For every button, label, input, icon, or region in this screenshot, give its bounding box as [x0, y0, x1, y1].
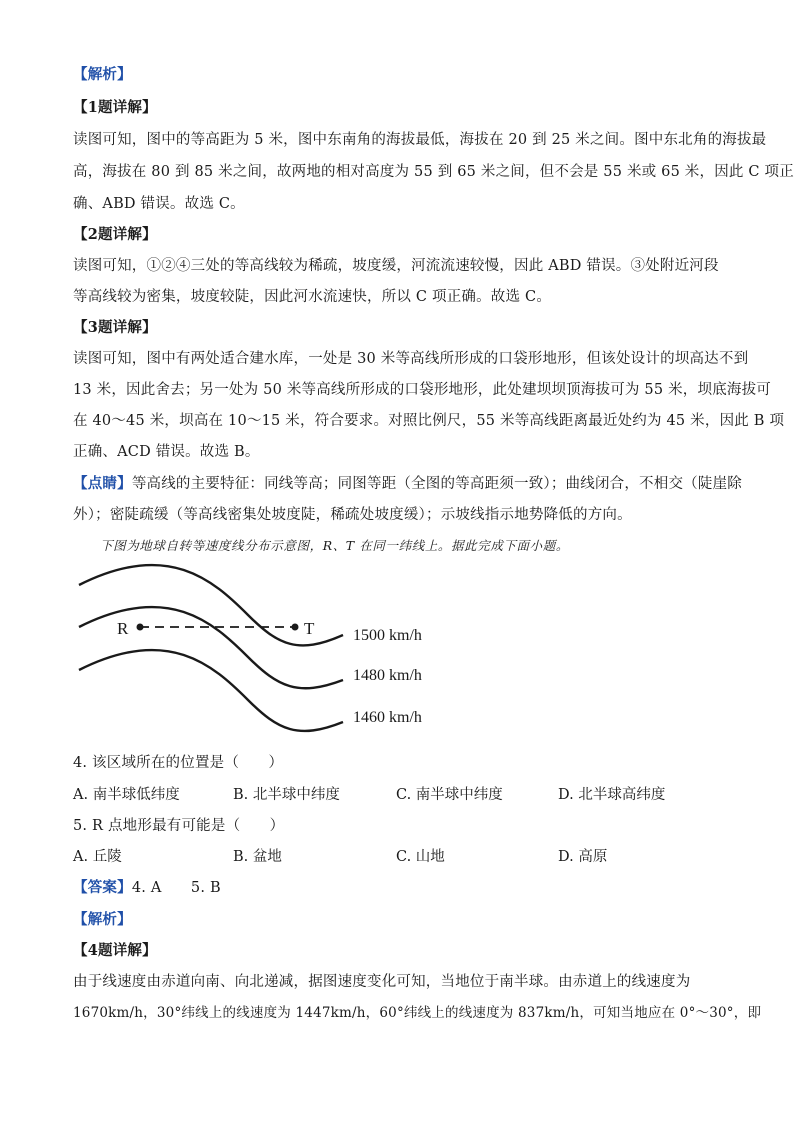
q3-heading: 【3题详解】	[73, 319, 157, 336]
speed-label-1500: 1500 km/h	[353, 627, 422, 644]
speed-label-1460: 1460 km/h	[353, 709, 422, 726]
analysis-heading: 【解析】	[73, 66, 132, 83]
q1-heading: 【1题详解】	[73, 99, 157, 116]
answer-text: 4. A 5. B	[131, 880, 221, 896]
q3-line-3: 在 40～45 米，坝高在 10～15 米，符合要求。对照比例尺，55 米等高线距离最近处约为 45 米，因此 B 项	[73, 413, 785, 429]
q1-line-3: 确、ABD 错误。故选 C。	[73, 196, 245, 212]
q4-option-d: D. 北半球高纬度	[558, 787, 666, 803]
q2-line-1: 读图可知，①②④三处的等高线较为稀疏，坡度缓，河流流速较慢，因此 ABD 错误。③处附近河段	[73, 258, 719, 274]
point-r-label: R	[117, 619, 129, 638]
q4-option-a: A. 南半球低纬度	[73, 787, 180, 803]
point-r-marker	[137, 624, 144, 631]
answer-heading: 【答案】	[73, 879, 132, 896]
velocity-isoline-diagram	[73, 560, 473, 745]
q5-option-a: A. 丘陵	[73, 849, 122, 865]
q4-heading: 【4题详解】	[73, 942, 157, 959]
point-t-label: T	[304, 619, 315, 638]
q4-option-b: B. 北半球中纬度	[233, 787, 340, 803]
q4-stem: 4. 该区域所在的位置是（ ）	[73, 755, 284, 771]
isoline-1460	[79, 650, 343, 731]
q3-line-4: 正确、ACD 错误。故选 B。	[73, 444, 260, 460]
q4-option-c: C. 南半球中纬度	[396, 787, 503, 803]
q2-heading: 【2题详解】	[73, 226, 157, 243]
tip-heading: 【点睛】	[73, 475, 132, 492]
tip-text-1: 等高线的主要特征：同线等高；同图等距（全图的等高距须一致）；曲线闭合，不相交（陡崖除	[131, 476, 742, 492]
q1-line-2: 高，海拔在 80 到 85 米之间，故两地的相对高度为 55 到 65 米之间，但不会是 55 米或 65 米，因此 C 项正	[73, 164, 794, 180]
q4-line-1: 由于线速度由赤道向南、向北递减，据图速度变化可知，当地位于南半球。由赤道上的线速度为	[73, 974, 691, 990]
q4-line-2: 1670km/h，30°纬线上的线速度为 1447km/h，60°纬线上的线速度为 837km/h，可知当地应在 0°～30°，即	[73, 1005, 762, 1021]
point-t-marker	[292, 624, 299, 631]
q3-line-1: 读图可知，图中有两处适合建水库，一处是 30 米等高线所形成的口袋形地形，但该处设计的坝高达不到	[73, 351, 749, 367]
q5-option-d: D. 高原	[558, 849, 608, 865]
q3-line-2: 13 米，因此舍去；另一处为 50 米等高线所形成的口袋形地形，此处建坝坝顶海拔可为 55 米，坝底海拔可	[73, 382, 771, 398]
answer-line	[73, 879, 721, 897]
tip-line-2: 外）；密陡疏缓（等高线密集处坡度陡，稀疏处坡度缓）；示坡线指示地势降低的方向。	[73, 507, 632, 523]
q5-option-b: B. 盆地	[233, 849, 282, 865]
figure-intro: 下图为地球自转等速度线分布示意图，R、T 在同一纬线上。据此完成下面小题。	[100, 538, 569, 553]
tip-line-1	[73, 475, 742, 493]
analysis2-heading: 【解析】	[73, 911, 132, 928]
speed-label-1480: 1480 km/h	[353, 667, 422, 684]
q5-option-c: C. 山地	[396, 849, 445, 865]
q1-line-1: 读图可知，图中的等高距为 5 米，图中东南角的海拔最低，海拔在 20 到 25 米之间。图中东北角的海拔最	[73, 132, 767, 148]
q2-line-2: 等高线较为密集，坡度较陡，因此河水流速快，所以 C 项正确。故选 C。	[73, 289, 552, 305]
q5-stem: 5. R 点地形最有可能是（ ）	[73, 818, 285, 834]
